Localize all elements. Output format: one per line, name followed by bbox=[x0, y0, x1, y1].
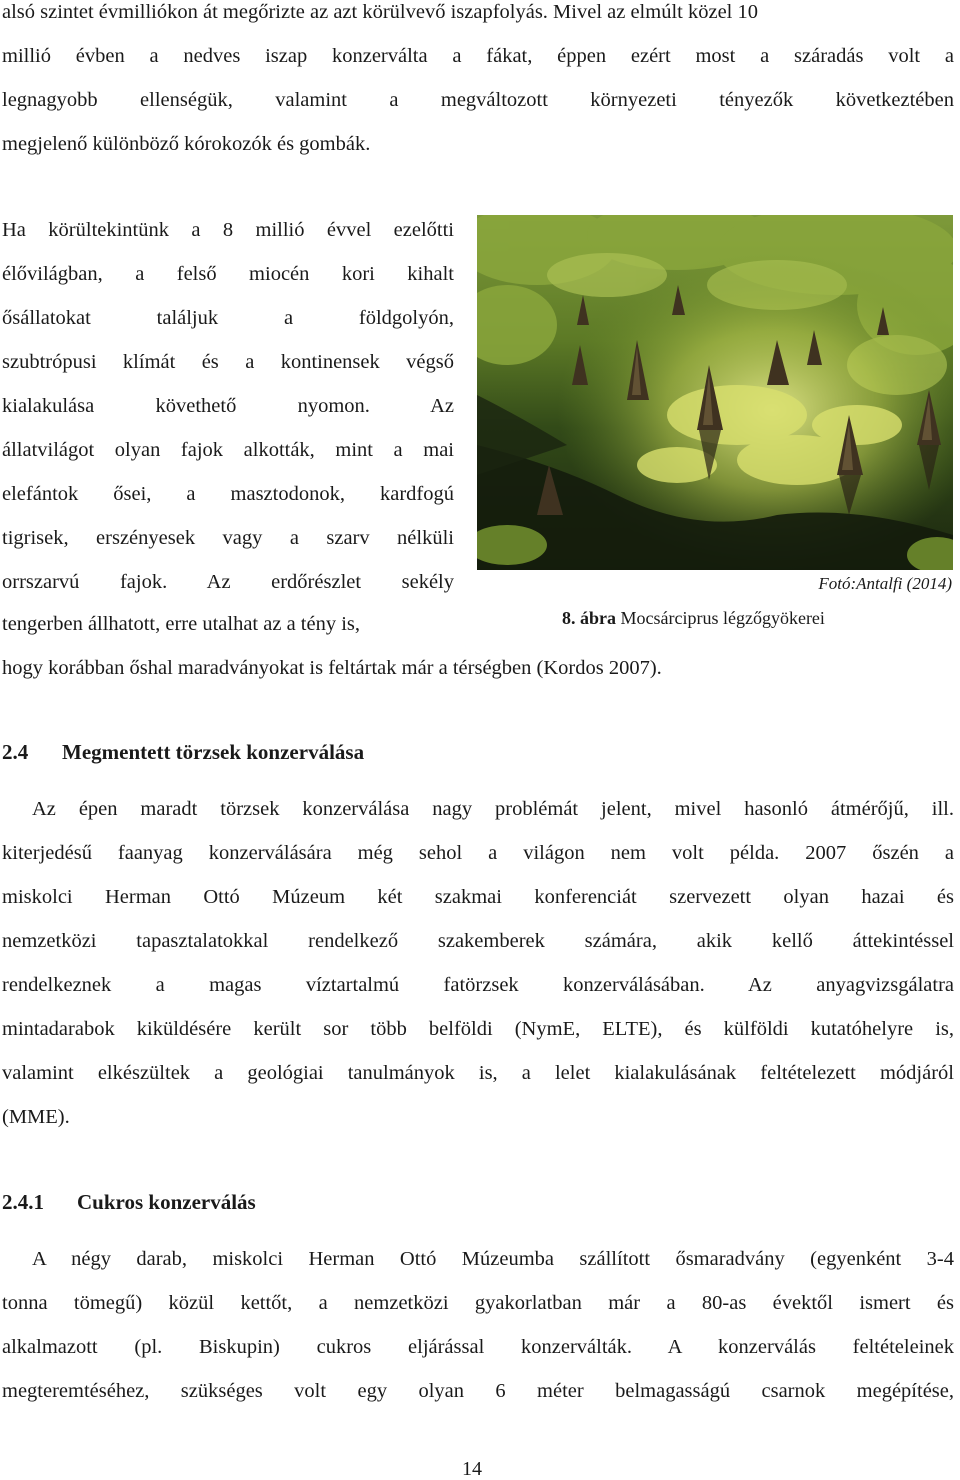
body-line: millió évben a nedves iszap konzerválta a fákat, éppen ezért most a száradás volt a bbox=[2, 45, 954, 67]
body-line: miskolci Herman Ottó Múzeum két szakmai konferenciát szervezett olyan hazai és bbox=[2, 886, 954, 908]
figure-caption-text: Mocsárciprus légzőgyökerei bbox=[620, 608, 825, 628]
body-line: ősállatokat találjuk a földgolyón, bbox=[2, 307, 454, 329]
body-line: rendelkeznek a magas víztartalmú fatörzsek konzerválásában. Az anyagvizsgálatra bbox=[2, 974, 954, 996]
section-number: 2.4.1 bbox=[2, 1190, 44, 1214]
body-line: megjelenő különböző kórokozók és gombák. bbox=[2, 133, 371, 155]
subsection-heading bbox=[2, 1190, 256, 1214]
body-line: mintadarabok kiküldésére került sor több belföldi (NymE, ELTE), és külföldi kutatóhelyre is, bbox=[2, 1018, 954, 1040]
body-line: tengerben állhatott, erre utalhat az a tény is, bbox=[2, 613, 361, 635]
body-line: (MME). bbox=[2, 1106, 70, 1128]
photo-credit: Fotó:Antalfi (2014) bbox=[818, 574, 952, 593]
body-line: valamint elkészültek a geológiai tanulmányok is, a lelet kialakulásának feltételezett módjáról bbox=[2, 1062, 954, 1084]
figure-number: 8. ábra bbox=[562, 608, 616, 628]
body-line: állatvilágot olyan fajok alkották, mint a mai bbox=[2, 439, 454, 461]
body-line: Az épen maradt törzsek konzerválása nagy problémát jelent, mivel hasonló átmérőjű, ill. bbox=[32, 798, 954, 820]
body-line: tonna tömegű) közül kettőt, a nemzetközi gyakorlatban már a 80-as évektől ismert és bbox=[2, 1292, 954, 1314]
body-line: orrszarvú fajok. Az erdőrészlet sekély bbox=[2, 571, 454, 593]
body-line: élővilágban, a felső miocén kori kihalt bbox=[2, 263, 454, 285]
body-line: szubtrópusi klímát és a kontinensek végső bbox=[2, 351, 454, 373]
section-heading bbox=[2, 740, 364, 764]
photo-illustration bbox=[477, 215, 953, 570]
body-line: tigrisek, erszényesek vagy a szarv nélküli bbox=[2, 527, 454, 549]
body-line: nemzetközi tapasztalatokkal rendelkező szakemberek számára, akik kellő áttekintéssel bbox=[2, 930, 954, 952]
body-line: Ha körültekintünk a 8 millió évvel ezelőtti bbox=[2, 219, 454, 241]
body-line: kialakulása követhető nyomon. Az bbox=[2, 395, 454, 417]
body-line: alkalmazott (pl. Biskupin) cukros eljárással konzerválták. A konzerválás feltételeinek bbox=[2, 1336, 954, 1358]
figure-caption bbox=[562, 607, 825, 629]
section-title: Megmentett törzsek konzerválása bbox=[62, 740, 365, 764]
body-line: A négy darab, miskolci Herman Ottó Múzeumba szállított ősmaradvány (egyenként 3-4 bbox=[32, 1248, 954, 1270]
body-line: legnagyobb ellenségük, valamint a megváltozott környezeti tényezők következtében bbox=[2, 89, 954, 111]
body-line: megteremtéséhez, szükséges volt egy olyan 6 méter belmagasságú csarnok megépítése, bbox=[2, 1380, 954, 1402]
body-line: hogy korábban őshal maradványokat is feltártak már a térségben (Kordos 2007). bbox=[2, 657, 662, 679]
body-line: elefántok ősei, a masztodonok, kardfogú bbox=[2, 483, 454, 505]
body-line: kiterjedésű faanyag konzerválására még sehol a világon nem volt példa. 2007 őszén a bbox=[2, 842, 954, 864]
body-line: alsó szintet évmilliókon át megőrizte az azt körülvevő iszapfolyás. Mivel az elmúlt közel 10 bbox=[2, 1, 758, 23]
section-title: Cukros konzerválás bbox=[77, 1190, 256, 1214]
section-number: 2.4 bbox=[2, 740, 29, 764]
page-number: 14 bbox=[462, 1458, 482, 1480]
swamp-cypress-photo bbox=[477, 215, 953, 570]
